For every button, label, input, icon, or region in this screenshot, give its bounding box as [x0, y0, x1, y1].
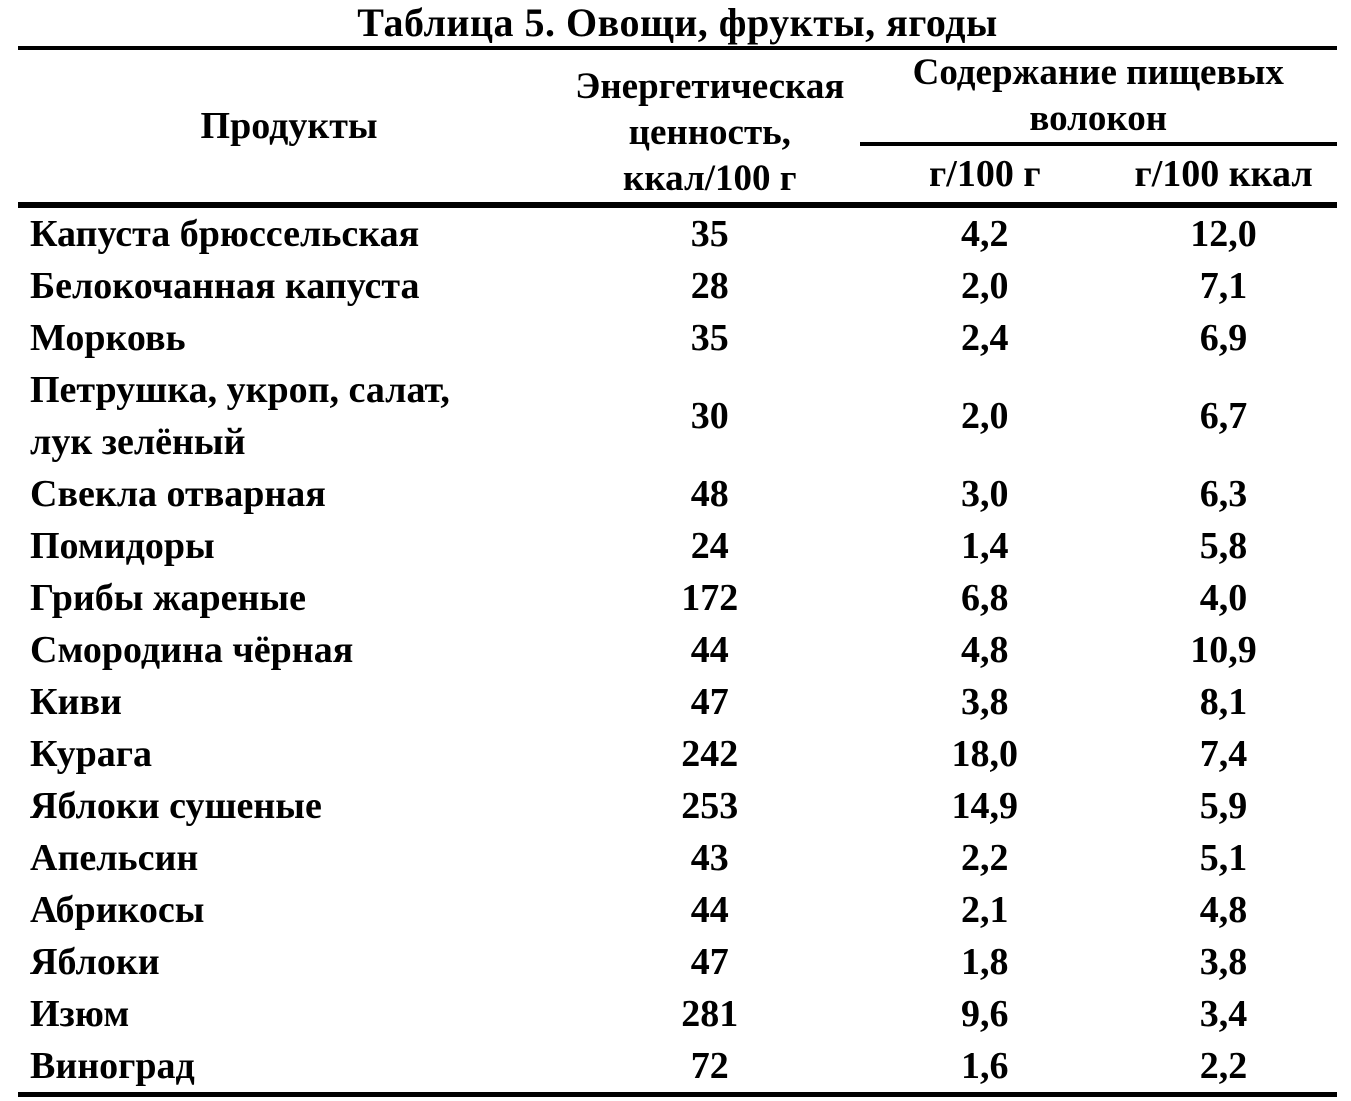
cell-fiber-per-100g: 2,0	[961, 265, 1009, 307]
cell-fiber-per-100kcal: 3,8	[1199, 941, 1248, 983]
cell-fiber-per-100g: 1,6	[961, 1045, 1009, 1087]
cell-energy: 28	[690, 265, 729, 307]
cell-product: Грибы жареные	[30, 577, 306, 619]
cell-fiber-per-100kcal: 4,0	[1199, 577, 1248, 619]
cell-fiber-per-100kcal: 3,4	[1199, 993, 1248, 1035]
header-energy: Энергетическая ценность, ккал/100 г	[575, 66, 845, 199]
cell-product: Капуста брюссельская	[30, 213, 420, 255]
cell-energy: 30	[690, 395, 729, 437]
header-fiber-per-100kcal: г/100 ккал	[1134, 153, 1313, 195]
cell-product: Киви	[30, 681, 122, 723]
cell-product: Морковь	[30, 317, 186, 359]
cell-fiber-per-100g: 4,2	[961, 213, 1009, 255]
table-row	[18, 468, 1337, 520]
cell-fiber-per-100g: 3,8	[961, 681, 1009, 723]
table-row	[18, 832, 1337, 884]
cell-product: Курага	[30, 733, 152, 775]
cell-fiber-per-100g: 3,0	[961, 473, 1009, 515]
cell-fiber-per-100g: 4,8	[961, 629, 1009, 671]
cell-fiber-per-100g: 14,9	[951, 785, 1019, 827]
cell-energy: 35	[690, 213, 729, 255]
table-row	[18, 364, 1337, 468]
table-row	[18, 624, 1337, 676]
table-row	[18, 1040, 1337, 1095]
cell-energy: 44	[690, 629, 729, 671]
cell-fiber-per-100kcal: 7,1	[1199, 265, 1248, 307]
table-row	[18, 205, 1337, 260]
cell-fiber-per-100kcal: 4,8	[1199, 889, 1248, 931]
table-header	[18, 48, 1337, 205]
table-row	[18, 988, 1337, 1040]
table-row	[18, 520, 1337, 572]
cell-product: Яблоки	[30, 941, 160, 983]
cell-fiber-per-100kcal: 5,9	[1199, 785, 1248, 827]
cell-fiber-per-100kcal: 6,9	[1199, 317, 1248, 359]
cell-fiber-per-100g: 1,4	[961, 525, 1009, 567]
cell-energy: 35	[690, 317, 729, 359]
table-row	[18, 572, 1337, 624]
cell-energy: 72	[690, 1045, 729, 1087]
cell-fiber-per-100kcal: 5,8	[1199, 525, 1248, 567]
cell-fiber-per-100g: 6,8	[961, 577, 1009, 619]
cell-fiber-per-100kcal: 8,1	[1199, 681, 1248, 723]
cell-product: Виноград	[30, 1045, 195, 1087]
cell-product: Белокочанная капуста	[30, 265, 420, 307]
cell-energy: 24	[690, 525, 729, 567]
table-body	[18, 205, 1337, 1095]
cell-fiber-per-100kcal: 6,3	[1199, 473, 1248, 515]
cell-product: Смородина чёрная	[30, 629, 354, 671]
cell-energy: 242	[681, 733, 739, 775]
cell-energy: 43	[690, 837, 729, 879]
header-fiber-per-100g: г/100 г	[929, 153, 1041, 195]
header-fiber-group: Содержание пищевых волокон	[860, 48, 1338, 144]
cell-fiber-per-100g: 2,1	[961, 889, 1009, 931]
cell-energy: 47	[690, 681, 729, 723]
table-title: Таблица 5. Овощи, фрукты, ягоды	[357, 0, 998, 45]
cell-product: Петрушка, укроп, салат, лук зелёный	[30, 369, 450, 463]
cell-product: Яблоки сушеные	[30, 785, 322, 827]
cell-fiber-per-100g: 2,0	[961, 395, 1009, 437]
cell-fiber-per-100kcal: 2,2	[1199, 1045, 1248, 1087]
cell-fiber-per-100kcal: 5,1	[1199, 837, 1248, 879]
header-row-main	[18, 48, 1337, 144]
table-row	[18, 728, 1337, 780]
table-row	[18, 884, 1337, 936]
cell-product: Свекла отварная	[30, 473, 326, 515]
cell-fiber-per-100g: 2,2	[961, 837, 1009, 879]
cell-fiber-per-100g: 18,0	[951, 733, 1019, 775]
table-row	[18, 780, 1337, 832]
cell-energy: 281	[681, 993, 739, 1035]
cell-energy: 172	[681, 577, 739, 619]
food-table	[18, 46, 1337, 1097]
cell-fiber-per-100g: 9,6	[961, 993, 1009, 1035]
cell-energy: 253	[681, 785, 739, 827]
cell-product: Изюм	[30, 993, 130, 1035]
table-row	[18, 260, 1337, 312]
cell-fiber-per-100g: 2,4	[961, 317, 1009, 359]
header-products: Продукты	[200, 105, 378, 147]
table-row	[18, 312, 1337, 364]
cell-fiber-per-100kcal: 7,4	[1199, 733, 1248, 775]
cell-fiber-per-100kcal: 10,9	[1190, 629, 1257, 671]
cell-product: Помидоры	[30, 525, 215, 567]
table-row	[18, 676, 1337, 728]
cell-fiber-per-100g: 1,8	[961, 941, 1009, 983]
cell-energy: 47	[690, 941, 729, 983]
cell-fiber-per-100kcal: 6,7	[1199, 395, 1248, 437]
cell-product: Абрикосы	[30, 889, 205, 931]
cell-energy: 44	[690, 889, 729, 931]
cell-energy: 48	[690, 473, 729, 515]
cell-product: Апельсин	[30, 837, 199, 879]
cell-fiber-per-100kcal: 12,0	[1190, 213, 1257, 255]
table-row	[18, 936, 1337, 988]
